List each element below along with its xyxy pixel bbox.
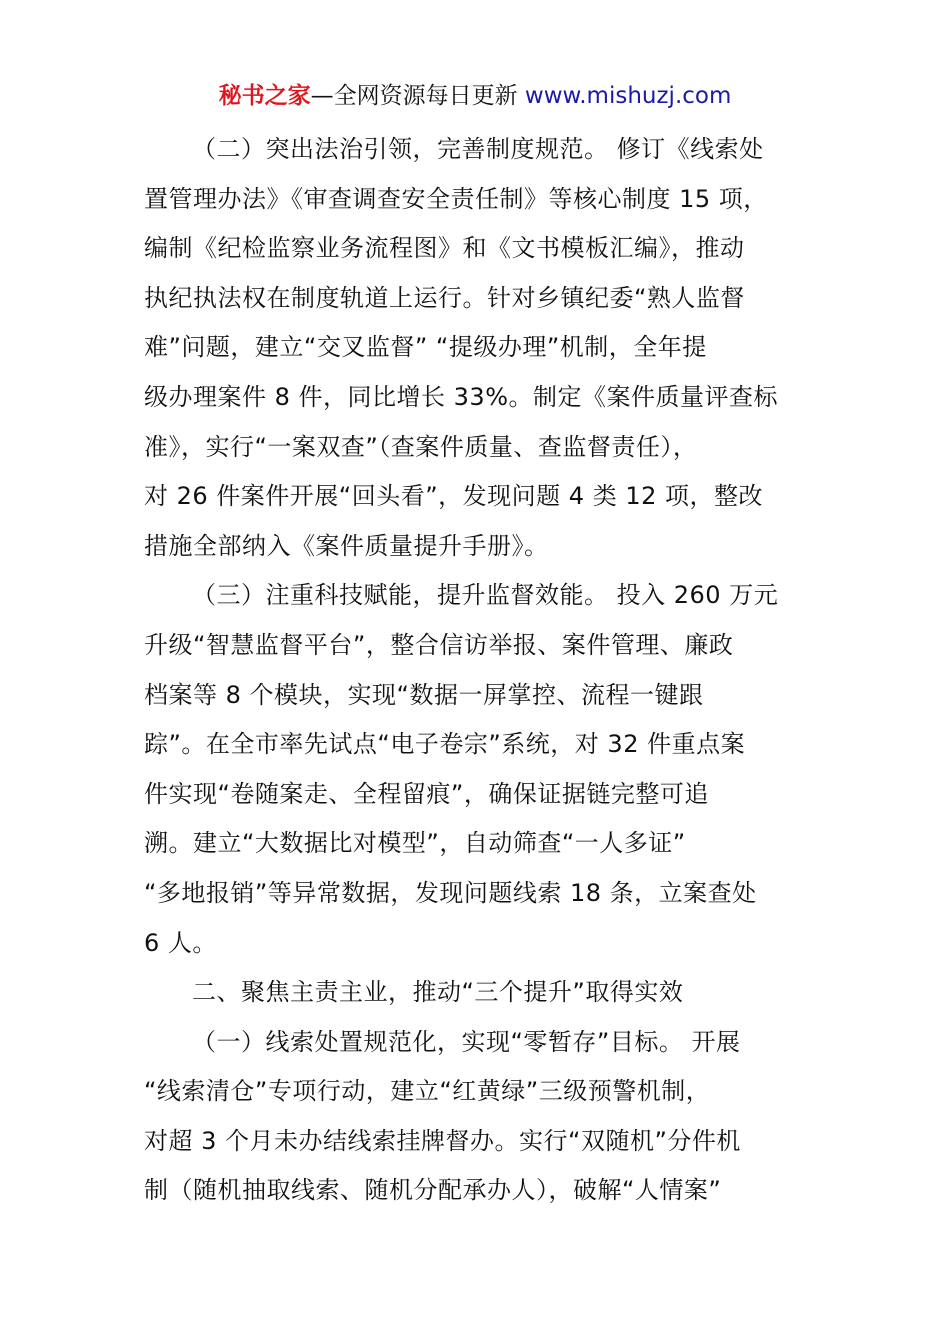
text-line: “线索清仓”专项行动，建立“红黄绿”三级预警机制， <box>144 1077 711 1106</box>
text-line: 难”问题，建立“交叉监督” “提级办理”机制，全年提 <box>144 333 707 362</box>
text-line: 踪”。在全市率先试点“电子卷宗”系统，对 32 件重点案 <box>144 730 746 759</box>
site-tagline: —全网资源每日更新 <box>310 83 518 109</box>
text-line: 对 26 件案件开展“回头看”，发现问题 4 类 12 项，整改 <box>144 482 763 511</box>
site-url-link[interactable]: www.mishuzj.com <box>524 83 732 109</box>
text-line: 件实现“卷随案走、全程留痕”，确保证据链完整可追 <box>144 779 709 808</box>
paragraph-heading-2: （二）突出法治引领，完善制度规范。 修订《线索处 <box>192 135 764 163</box>
section-heading: 二、聚焦主责主业，推动“三个提升”取得实效 <box>192 978 684 1007</box>
site-header <box>0 80 950 112</box>
text-line: 对超 3 个月未办结线索挂牌督办。实行“双随机”分件机 <box>144 1126 741 1155</box>
text-line: 制（随机抽取线索、随机分配承办人），破解“人情案” <box>144 1176 722 1205</box>
text-line: 溯。建立“大数据比对模型”，自动筛查“一人多证” <box>144 829 686 858</box>
document-body <box>144 125 808 1216</box>
text-line: 档案等 8 个模块，实现“数据一屏掌控、流程一键跟 <box>144 680 704 709</box>
text-line: 置管理办法》《审查调查安全责任制》等核心制度 15 项， <box>144 184 768 213</box>
text-line: 编制《纪检监察业务流程图》和《文书模板汇编》，推动 <box>144 234 745 263</box>
text-line: 6 人。 <box>144 928 217 957</box>
text-line: 措施全部纳入《案件质量提升手册》。 <box>144 531 549 560</box>
paragraph-heading-3: （三）注重科技赋能，提升监督效能。 投入 260 万元 <box>192 581 779 610</box>
text-line: 升级“智慧监督平台”，整合信访举报、案件管理、廉政 <box>144 630 734 659</box>
text-line: 级办理案件 8 件，同比增长 33%。制定《案件质量评查标 <box>144 382 778 411</box>
text-line: 执纪执法权在制度轨道上运行。针对乡镇纪委“熟人监督 <box>144 283 745 312</box>
text-line: “多地报销”等异常数据，发现问题线索 18 条，立案查处 <box>144 878 757 907</box>
site-brand: 秘书之家 <box>218 83 311 109</box>
paragraph-heading-1: （一）线索处置规范化，实现“零暂存”目标。 开展 <box>192 1027 741 1056</box>
text-line: 准》，实行“一案双查”（查案件质量、查监督责任）， <box>144 432 698 461</box>
